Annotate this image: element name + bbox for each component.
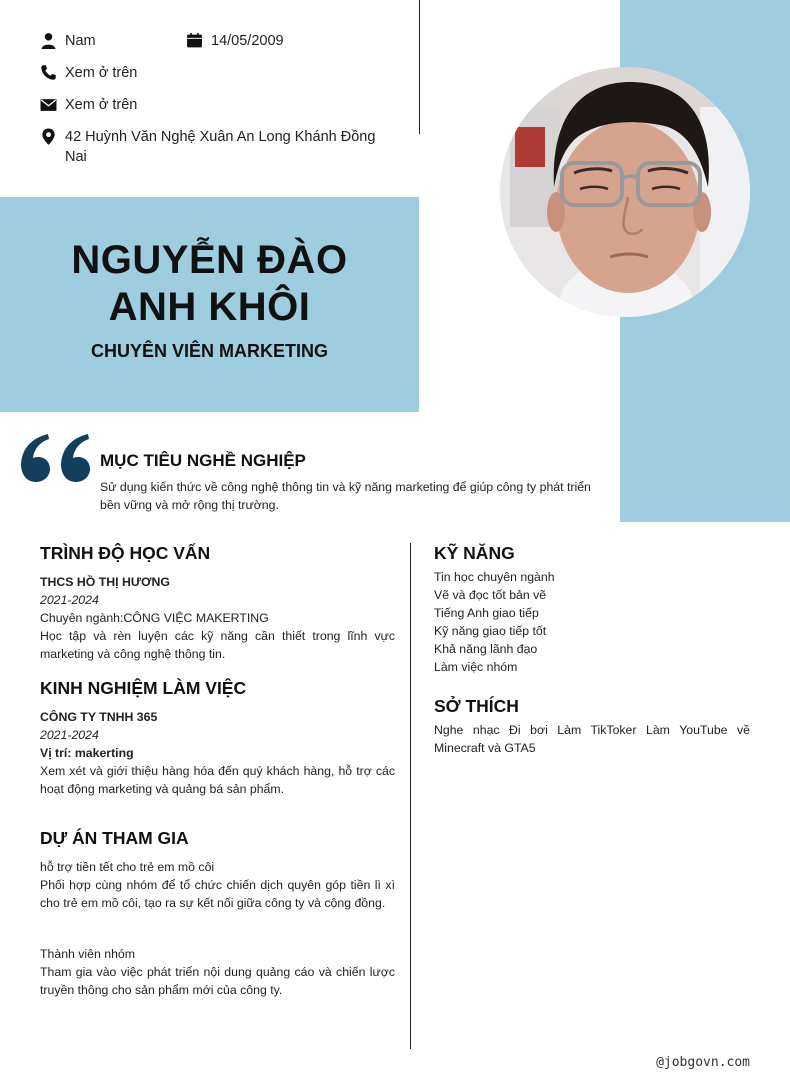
gender-value: Nam xyxy=(65,33,96,49)
phone-icon xyxy=(40,64,57,81)
experience-position: Vị trí: makerting xyxy=(40,746,134,760)
birthdate-value: 14/05/2009 xyxy=(211,33,284,49)
full-name-line1: NGUYỄN ĐÀO xyxy=(71,238,348,282)
education-period: 2021-2024 xyxy=(40,593,99,607)
hobbies-title: SỞ THÍCH xyxy=(434,696,519,716)
address-value: 42 Huỳnh Văn Nghệ Xuân An Long Khánh Đồng Nai xyxy=(65,129,376,165)
full-name-line2: ANH KHÔI xyxy=(108,285,311,329)
education-title: TRÌNH ĐỘ HỌC VẤN xyxy=(40,543,211,563)
experience-period: 2021-2024 xyxy=(40,728,99,742)
envelope-icon xyxy=(40,96,57,113)
skill-item: Khả năng lãnh đạo xyxy=(434,642,538,656)
skills-title: KỸ NĂNG xyxy=(434,543,515,563)
education-description: Học tập và rèn luyện các kỹ năng cần thiết trong lĩnh vực marketing và công nghệ thông tin. xyxy=(40,629,395,661)
experience-description: Xem xét và giới thiệu hàng hóa đến quý khách hàng, hỗ trợ các hoạt động marketing và quảng bá sản phẩm. xyxy=(40,764,395,796)
calendar-icon xyxy=(186,32,203,49)
phone-value: Xem ở trên xyxy=(65,65,138,81)
hobbies-text: Nghe nhạc Đi bơi Làm TikToker Làm YouTube về Minecraft và GTA5 xyxy=(434,723,750,755)
skill-item: Tin học chuyên ngành xyxy=(434,570,555,584)
project-name: hỗ trợ tiền tết cho trẻ em mồ côi xyxy=(40,860,215,874)
column-divider xyxy=(410,543,411,1049)
experience-company: CÔNG TY TNHH 365 xyxy=(40,710,158,724)
objective-title: MỤC TIÊU NGHỀ NGHIỆP xyxy=(100,451,306,470)
education-major: Chuyên ngành:CÔNG VIỆC MAKERTING xyxy=(40,611,269,625)
person-icon xyxy=(40,32,57,49)
email-value: Xem ở trên xyxy=(65,97,138,113)
skill-item: Kỹ năng giao tiếp tốt xyxy=(434,624,547,638)
contact-email xyxy=(40,95,137,115)
top-divider xyxy=(419,0,420,134)
contact-phone xyxy=(40,63,137,83)
project-description: Tham gia vào việc phát triển nội dung quảng cáo và chiến lược truyền thông cho sản phẩm mới của công ty. xyxy=(40,965,395,997)
profile-photo xyxy=(500,67,750,317)
job-title: CHUYÊN VIÊN MARKETING xyxy=(90,341,328,361)
projects-title: DỰ ÁN THAM GIA xyxy=(40,828,189,848)
contact-gender xyxy=(40,31,96,51)
objective-text: Sử dụng kiến thức về công nghệ thông tin và kỹ năng marketing để giúp công ty phát triển bền vững và mở rộng thị trường. xyxy=(100,480,591,512)
project-name: Thành viên nhóm xyxy=(40,947,136,961)
footer-watermark: @jobgovn.com xyxy=(656,1055,750,1070)
education-school: THCS HỒ THỊ HƯƠNG xyxy=(40,575,170,589)
experience-title: KINH NGHIỆM LÀM VIỆC xyxy=(40,678,247,698)
project-description: Phối hợp cùng nhóm để tổ chức chiến dịch quyên góp tiền lì xì cho trẻ em mồ côi, tạo ra sự kết nối giữa công ty và cộng đồng. xyxy=(40,878,395,910)
location-pin-icon xyxy=(40,128,57,145)
quote-mark-icon xyxy=(18,432,92,484)
skill-item: Tiếng Anh giao tiếp xyxy=(434,606,539,620)
name-block xyxy=(0,237,419,362)
skill-item: Làm việc nhóm xyxy=(434,660,518,674)
contact-birthdate xyxy=(186,31,284,51)
skill-item: Vẽ và đọc tốt bản vẽ xyxy=(434,588,547,602)
contact-address xyxy=(40,127,390,167)
